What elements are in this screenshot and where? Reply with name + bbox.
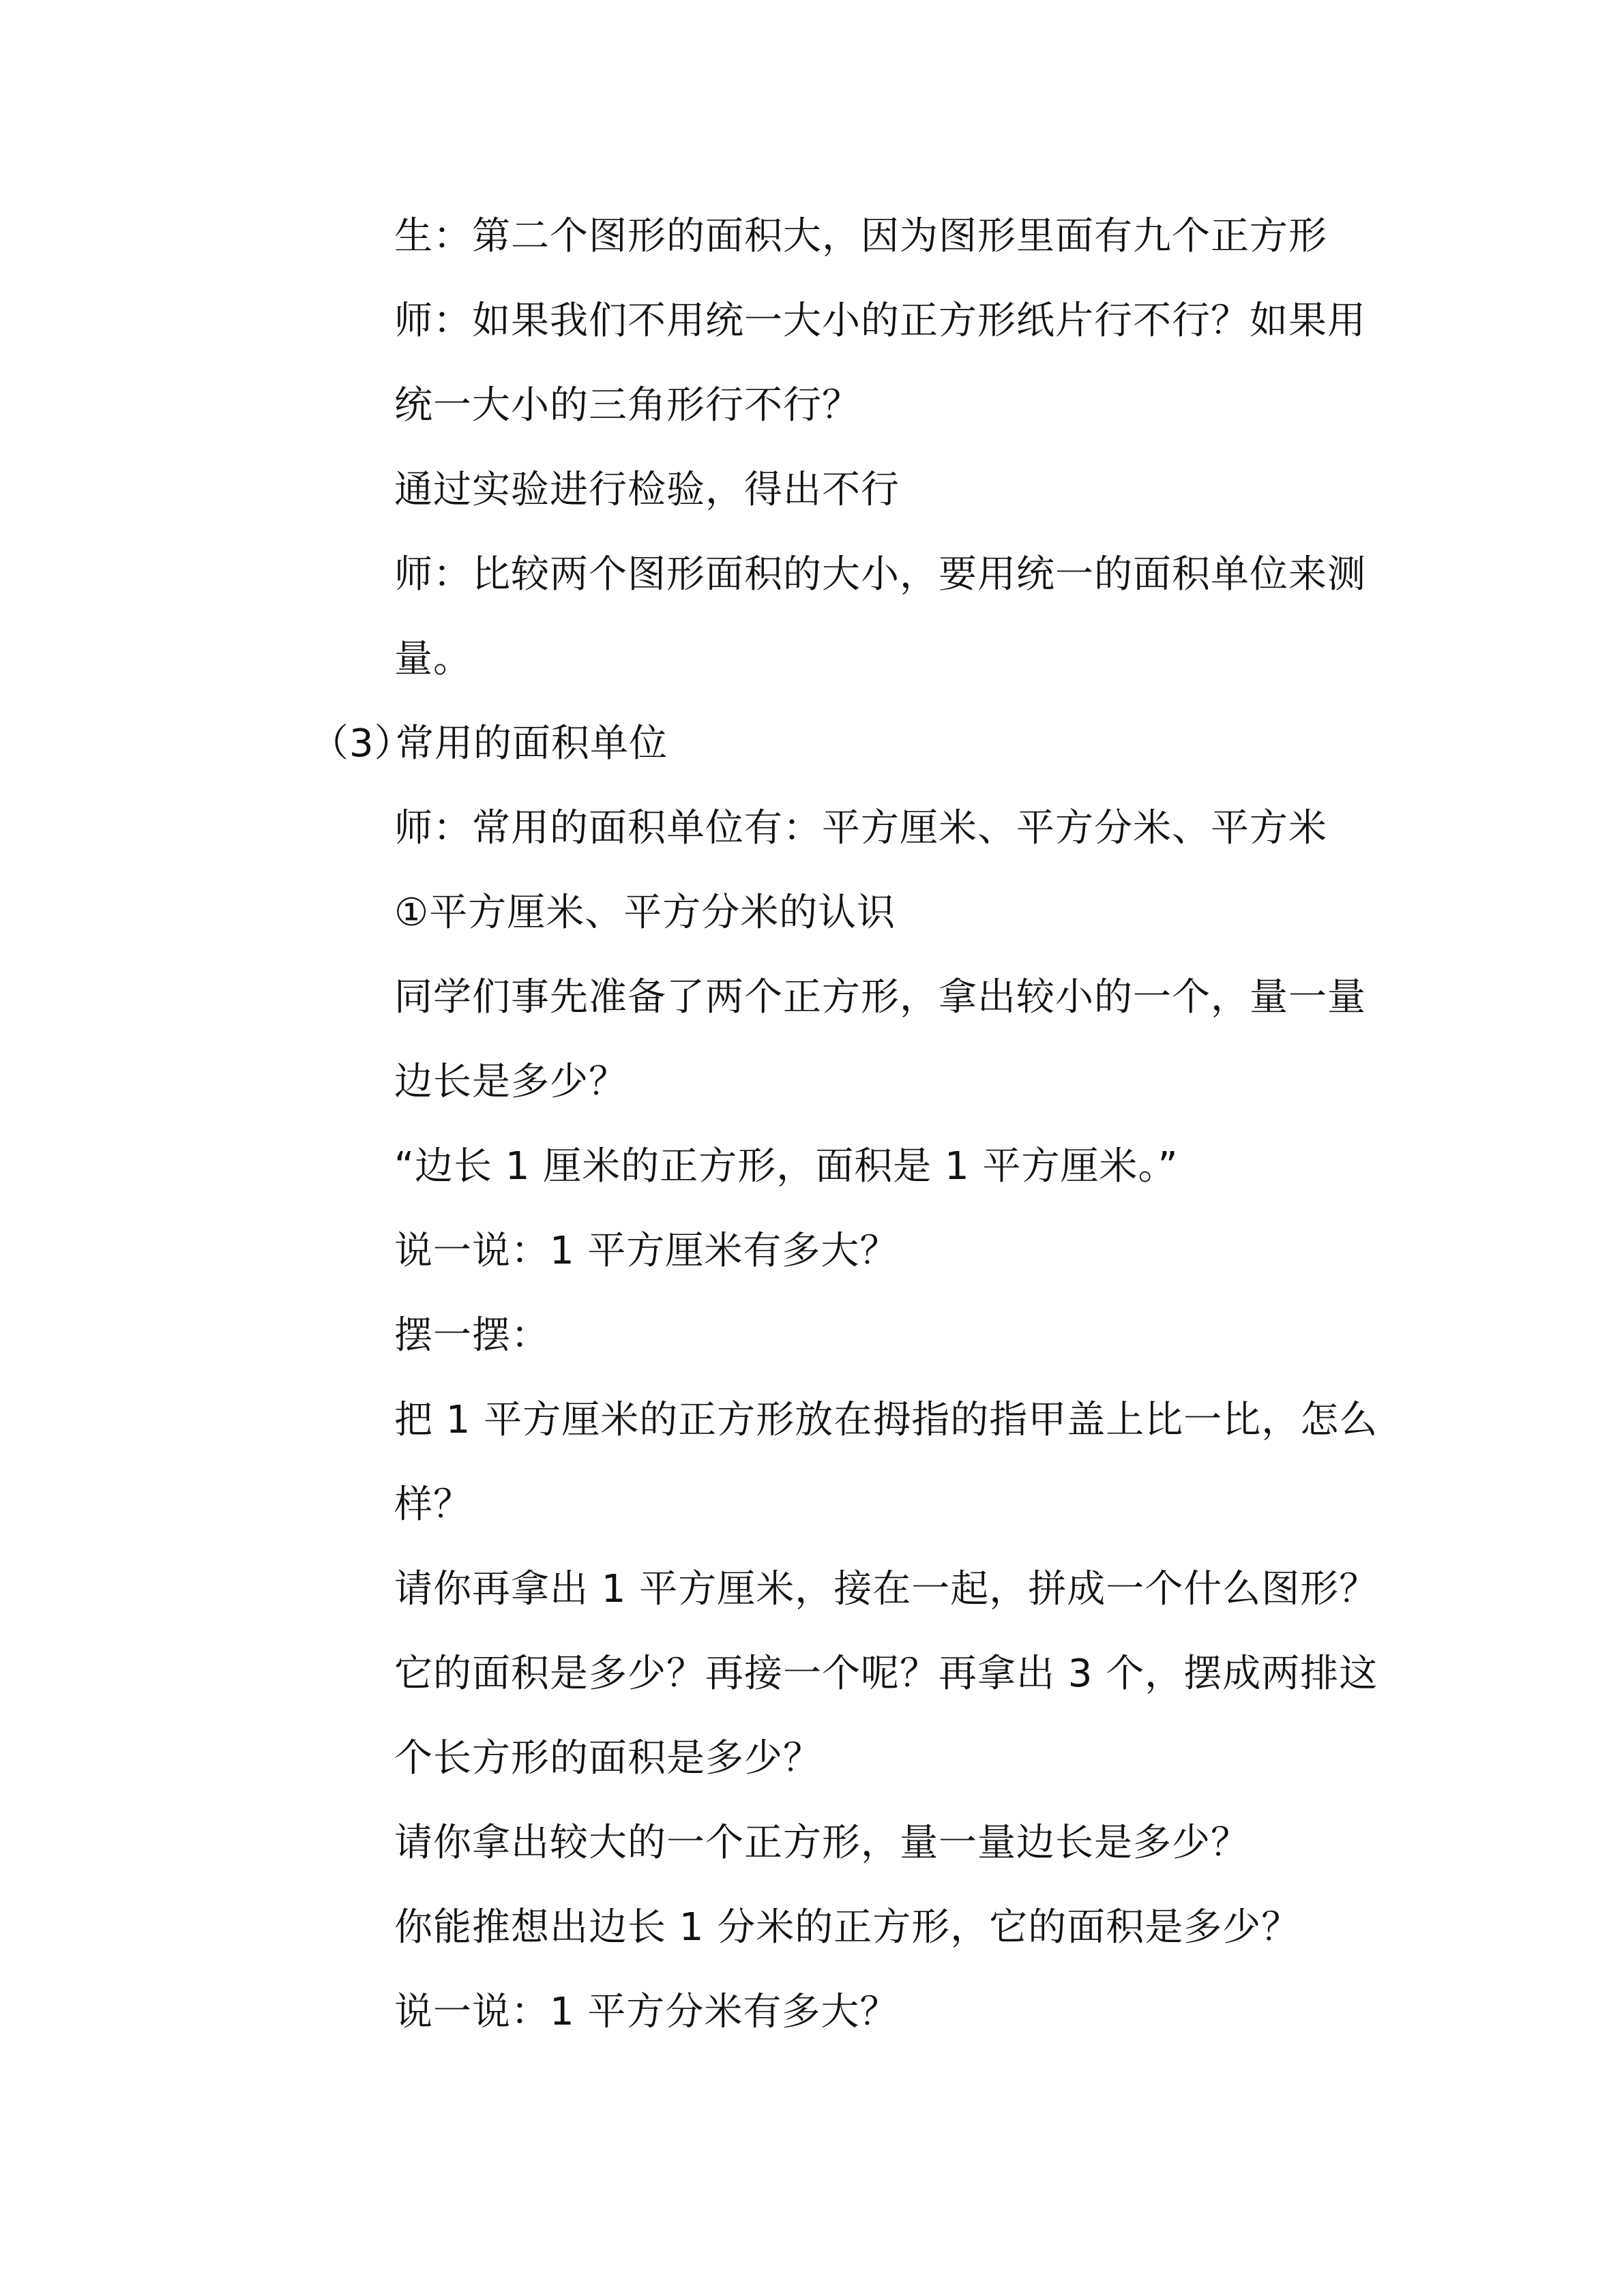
section-title: 常用的面积单位 xyxy=(396,721,668,766)
paragraph-line: “边长 1 厘米的正方形，面积是 1 平方厘米。” xyxy=(394,1144,1179,1189)
paragraph-line: 你能推想出边长 1 分米的正方形，它的面积是多少？ xyxy=(394,1905,1301,1950)
paragraph-line: 摆一摆： xyxy=(394,1313,550,1358)
paragraph-line: 请你拿出较大的一个正方形，量一量边长是多少？ xyxy=(394,1821,1250,1865)
paragraph-line: 请你再拿出 1 平方厘米，接在一起，拼成一个什么图形？ xyxy=(394,1567,1378,1611)
paragraph-line: 边长是多少？ xyxy=(394,1060,628,1104)
paragraph-line: 说一说：1 平方厘米有多大？ xyxy=(394,1229,899,1273)
paragraph-line: 把 1 平方厘米的正方形放在拇指的指甲盖上比一比，怎么 xyxy=(394,1398,1378,1442)
paragraph-line: 通过实验进行检验，得出不行 xyxy=(394,468,900,512)
paragraph-line: 说一说：1 平方分米有多大？ xyxy=(394,1990,899,2034)
paragraph-line: 个长方形的面积是多少？ xyxy=(394,1736,822,1780)
paragraph-line: 统一大小的三角形行不行？ xyxy=(394,383,861,428)
paragraph-line: 样？ xyxy=(394,1482,472,1527)
section-number: （3） xyxy=(310,721,413,766)
paragraph-line: 它的面积是多少？再接一个呢？再拿出 3 个，摆成两排这 xyxy=(394,1652,1378,1696)
subheading: ①平方厘米、平方分米的认识 xyxy=(394,891,896,935)
paragraph-line: 生：第二个图形的面积大，因为图形里面有九个正方形 xyxy=(394,214,1327,258)
section-heading xyxy=(310,719,668,769)
paragraph-line: 师：比较两个图形面积的大小，要用统一的面积单位来测 xyxy=(394,552,1366,597)
paragraph-line: 量。 xyxy=(394,637,472,681)
paragraph-line: 师：如果我们不用统一大小的正方形纸片行不行？如果用 xyxy=(394,299,1366,343)
paragraph-line: 同学们事先准备了两个正方形，拿出较小的一个，量一量 xyxy=(394,975,1366,1019)
paragraph-line: 师：常用的面积单位有：平方厘米、平方分米、平方米 xyxy=(394,806,1327,850)
